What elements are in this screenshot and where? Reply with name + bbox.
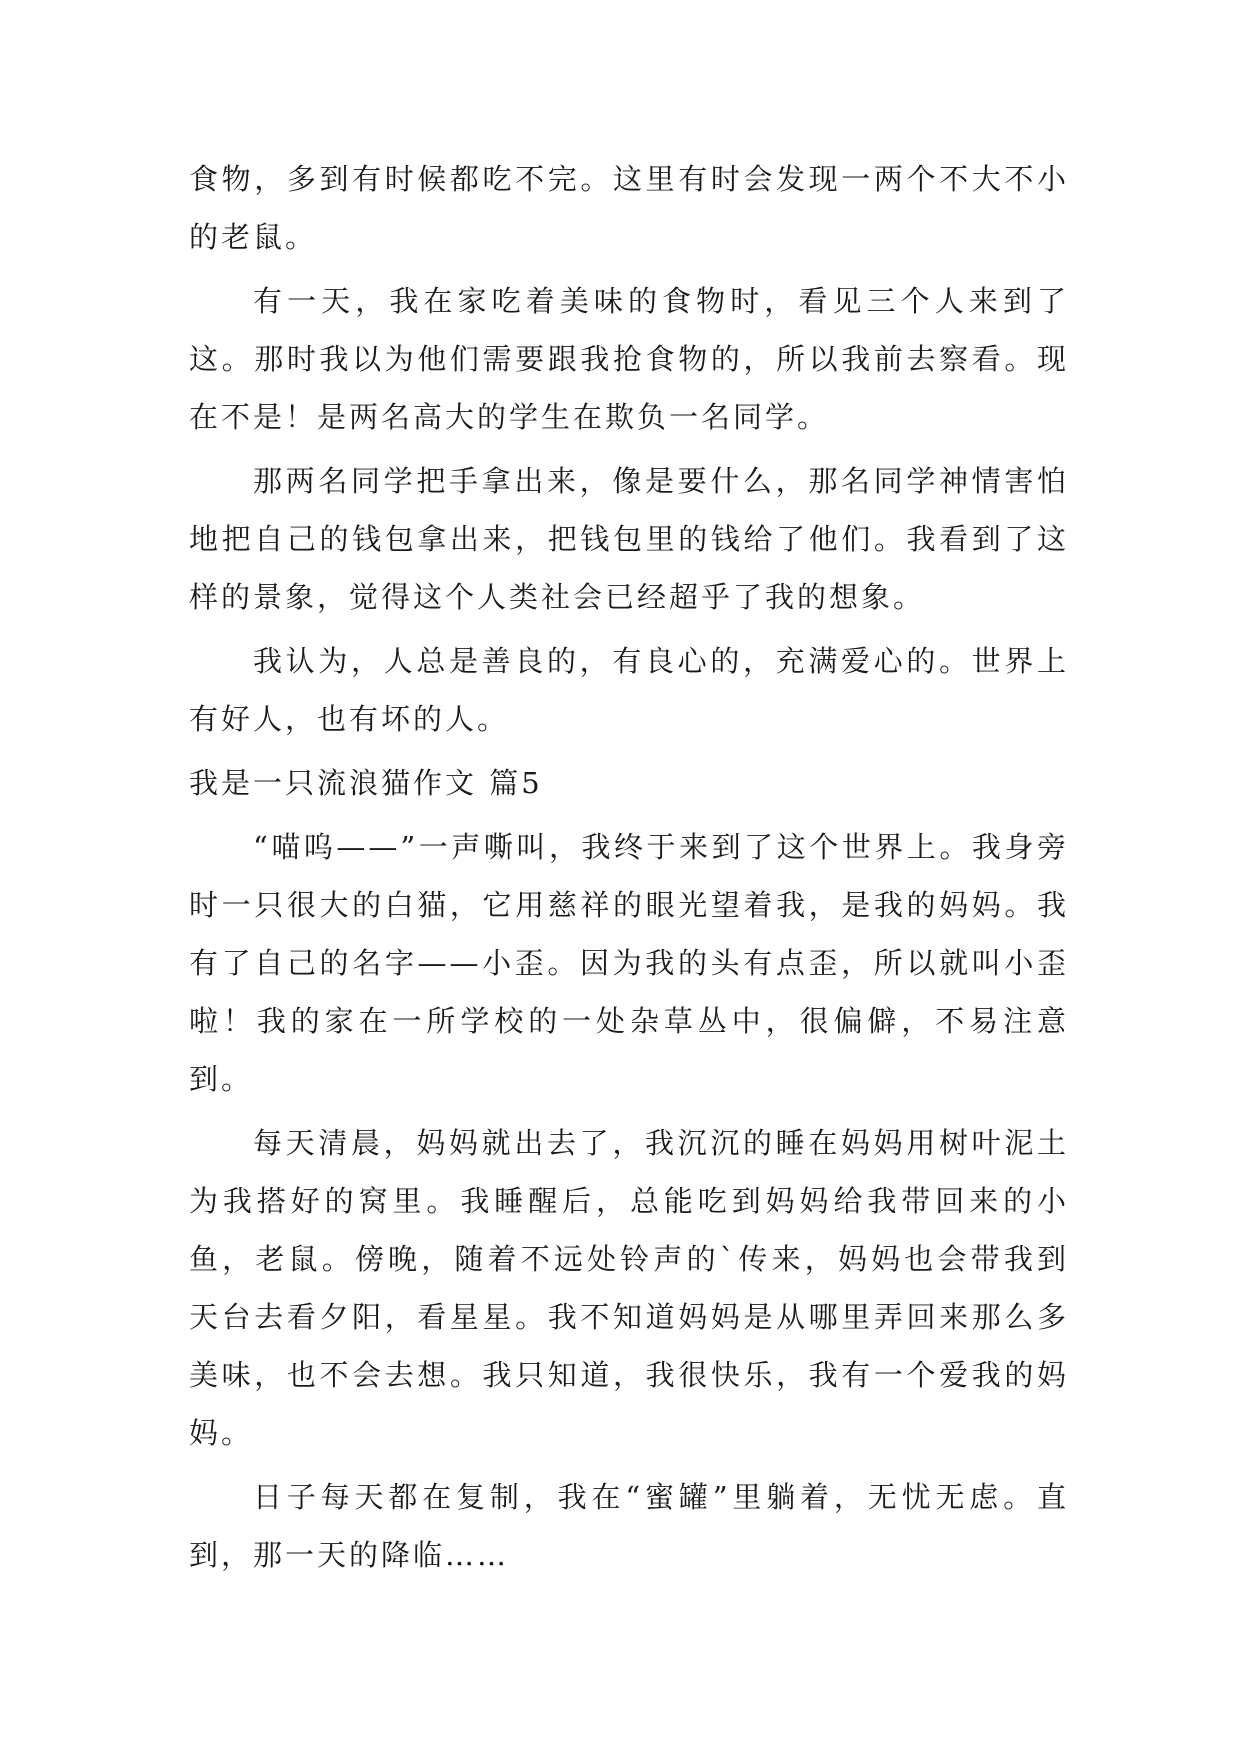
paragraph-continued: 食物，多到有时候都吃不完。这里有时会发现一两个不大不小的老鼠。 <box>189 162 1069 254</box>
paragraph: “喵呜——”一声嘶叫，我终于来到了这个世界上。我身旁时一只很大的白猫，它用慈祥的眼光望着我，是我的妈妈。我有了自己的名字——小歪。因为我的头有点歪，所以就叫小歪啦！我的家在一所学校的一处杂草丛中，很偏僻，不易注意到。 <box>189 830 1069 1096</box>
paragraph: 那两名同学把手拿出来，像是要什么，那名同学神情害怕地把自己的钱包拿出来，把钱包里的钱给了他们。我看到了这样的景象，觉得这个人类社会已经超乎了我的想象。 <box>189 464 1069 614</box>
paragraph: 我认为，人总是善良的，有良心的，充满爱心的。世界上有好人，也有坏的人。 <box>189 644 1069 736</box>
paragraph: 日子每天都在复制，我在“蜜罐”里躺着，无忧无虑。直到，那一天的降临…… <box>189 1480 1069 1572</box>
article-body <box>189 150 1069 1590</box>
section-heading: 我是一只流浪猫作文 篇5 <box>189 766 543 800</box>
paragraph: 每天清晨，妈妈就出去了，我沉沉的睡在妈妈用树叶泥土为我搭好的窝里。我睡醒后，总能吃到妈妈给我带回来的小鱼，老鼠。傍晚，随着不远处铃声的`传来，妈妈也会带我到天台去看夕阳，看星星。我不知道妈妈是从哪里弄回来那么多美味，也不会去想。我只知道，我很快乐，我有一个爱我的妈妈。 <box>189 1126 1069 1450</box>
paragraph: 有一天，我在家吃着美味的食物时，看见三个人来到了这。那时我以为他们需要跟我抢食物的，所以我前去察看。现在不是！是两名高大的学生在欺负一名同学。 <box>189 284 1069 434</box>
